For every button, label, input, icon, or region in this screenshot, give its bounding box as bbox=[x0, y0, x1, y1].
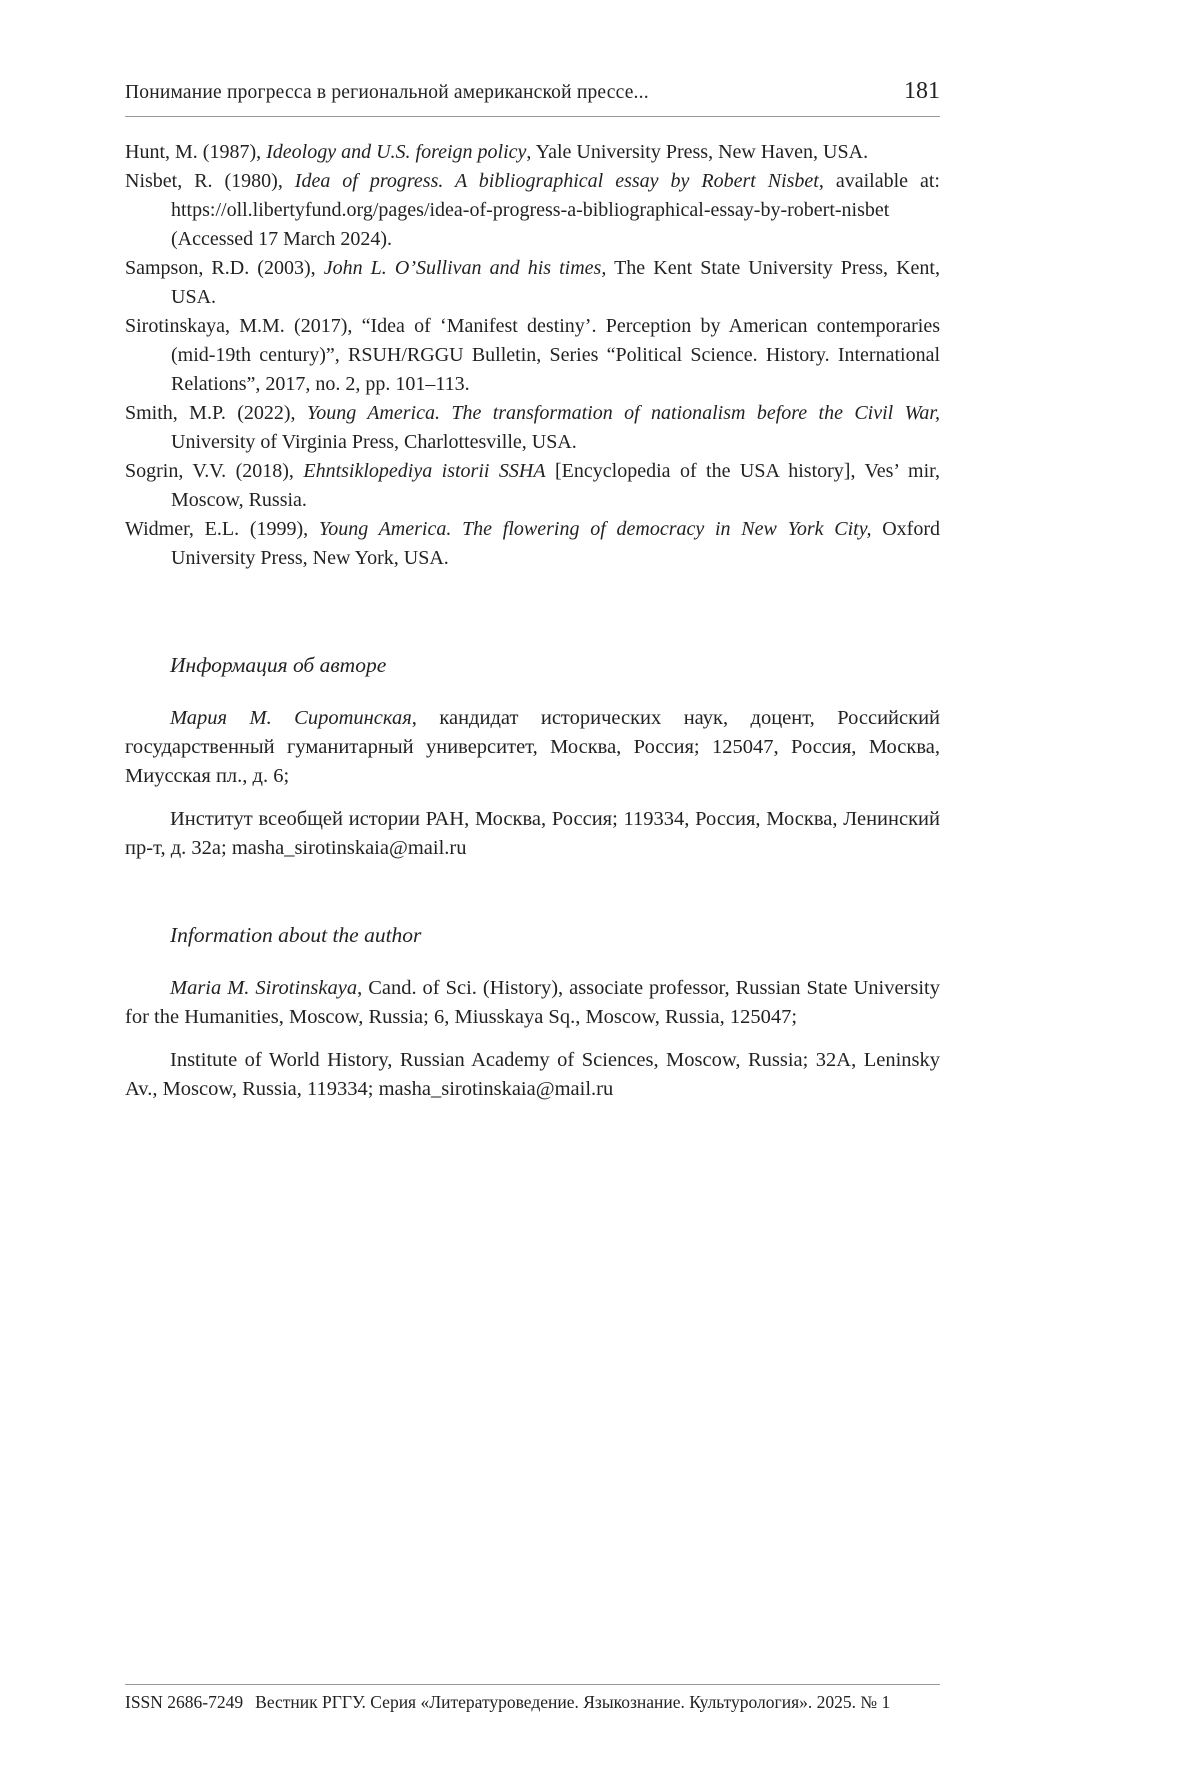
text-run: (Accessed 17 March 2024). bbox=[171, 228, 393, 250]
text-run: Sogrin, V.V. (2018), bbox=[125, 460, 304, 482]
text-run: Sirotinskaya, M.M. (2017), “Idea of ‘Manifest destiny’. Perception by American contemporaries (mid-19th century)”, RSUH/RGGU Bulletin, Series “Political Science. History. International Relations”, 2017, no. 2, pp. 101–113. bbox=[125, 315, 940, 395]
work-title: Ideology and U.S. foreign policy bbox=[266, 141, 527, 163]
author-info-paragraph bbox=[125, 704, 940, 791]
footer-journal-title: Вестник РГГУ. Серия «Литературоведение. Языкознание. Культурология». 2025. № 1 bbox=[255, 1692, 891, 1712]
work-title: Idea of progress. A bibliographical essay by Robert Nisbet bbox=[294, 170, 819, 192]
work-title: John L. O’Sullivan and his times, bbox=[323, 257, 607, 279]
section-heading-ru: Информация об авторе bbox=[170, 653, 387, 677]
text-run: Institute of World History, Russian Academy of Sciences, Moscow, Russia; 32A, Leninsky Av., Moscow, Russia, 119334; bbox=[125, 1049, 940, 1100]
text-run: , кандидат исторических наук, доцент, Российский государственный гуманитарный университет, Москва, Россия; 125047, Россия, Москва, Миусская пл., д. 6; bbox=[125, 707, 941, 787]
header-rule bbox=[125, 116, 940, 117]
text-run: Sampson, R.D. (2003), bbox=[125, 257, 324, 279]
page-number: 181 bbox=[904, 78, 940, 104]
section-heading-en: Information about the author bbox=[170, 923, 422, 947]
footer-text bbox=[125, 1685, 940, 1713]
email-text: masha_sirotinskaia@mail.ru bbox=[231, 837, 467, 859]
reference-item bbox=[125, 167, 940, 254]
reference-item bbox=[125, 457, 940, 515]
footer-issn: ISSN 2686-7249 bbox=[125, 1692, 244, 1712]
reference-item bbox=[125, 254, 940, 312]
author-info-paragraph bbox=[125, 1046, 940, 1104]
running-title: Понимание прогресса в региональной американской прессе... bbox=[125, 82, 649, 103]
author-info-en bbox=[125, 974, 940, 1104]
email-text: masha_sirotinskaia@mail.ru bbox=[378, 1078, 614, 1100]
references-list bbox=[125, 138, 940, 573]
text-run: The Kent State University Press, Kent, USA. bbox=[171, 257, 940, 308]
work-title: Young America. The flowering of democracy in New York City, bbox=[318, 518, 872, 540]
work-title: Ehntsiklopediya istorii SSHA bbox=[303, 460, 546, 482]
text-run: Nisbet, R. (1980), bbox=[125, 170, 295, 192]
work-title: Young America. The transformation of nationalism before the Civil War, bbox=[306, 402, 940, 424]
reference-item bbox=[125, 399, 940, 457]
author-info-ru bbox=[125, 704, 940, 863]
text-run: , Yale University Press, New Haven, USA. bbox=[526, 141, 869, 163]
reference-item bbox=[125, 515, 940, 573]
author-name-en: Maria M. Sirotinskaya bbox=[170, 977, 358, 999]
page-footer bbox=[125, 1684, 940, 1713]
text-run: [Encyclopedia of the USA history], Ves’ mir, Moscow, Russia. bbox=[171, 460, 941, 511]
reference-item bbox=[125, 312, 940, 399]
page-header bbox=[125, 0, 940, 105]
author-info-paragraph bbox=[125, 974, 940, 1032]
author-name-ru: Мария М. Сиротинская bbox=[170, 707, 412, 729]
reference-item bbox=[125, 138, 940, 167]
text-run: , available at: bbox=[818, 170, 940, 192]
text-run: Smith, M.P. (2022), bbox=[125, 402, 307, 424]
journal-page bbox=[125, 0, 940, 1104]
text-run: University of Virginia Press, Charlottesville, USA. bbox=[171, 431, 577, 453]
text-run: Widmer, E.L. (1999), bbox=[125, 518, 319, 540]
text-run: Институт всеобщей истории РАН, Москва, Россия; 119334, Россия, Москва, Ленинский пр-т, д. 32а; bbox=[125, 808, 940, 859]
author-info-paragraph bbox=[125, 805, 940, 863]
text-run: Hunt, M. (1987), bbox=[125, 141, 267, 163]
text-run: Oxford University Press, New York, USA. bbox=[171, 518, 941, 569]
url-text: https://oll.libertyfund.org/pages/idea-of-progress-a-bibliographical-essay-by-robert-nisbet bbox=[171, 199, 890, 221]
text-run: , Cand. of Sci. (History), associate professor, Russian State University for the Humanities, Moscow, Russia; 6, Miusskaya Sq., Moscow, Russia, 125047; bbox=[125, 977, 940, 1028]
